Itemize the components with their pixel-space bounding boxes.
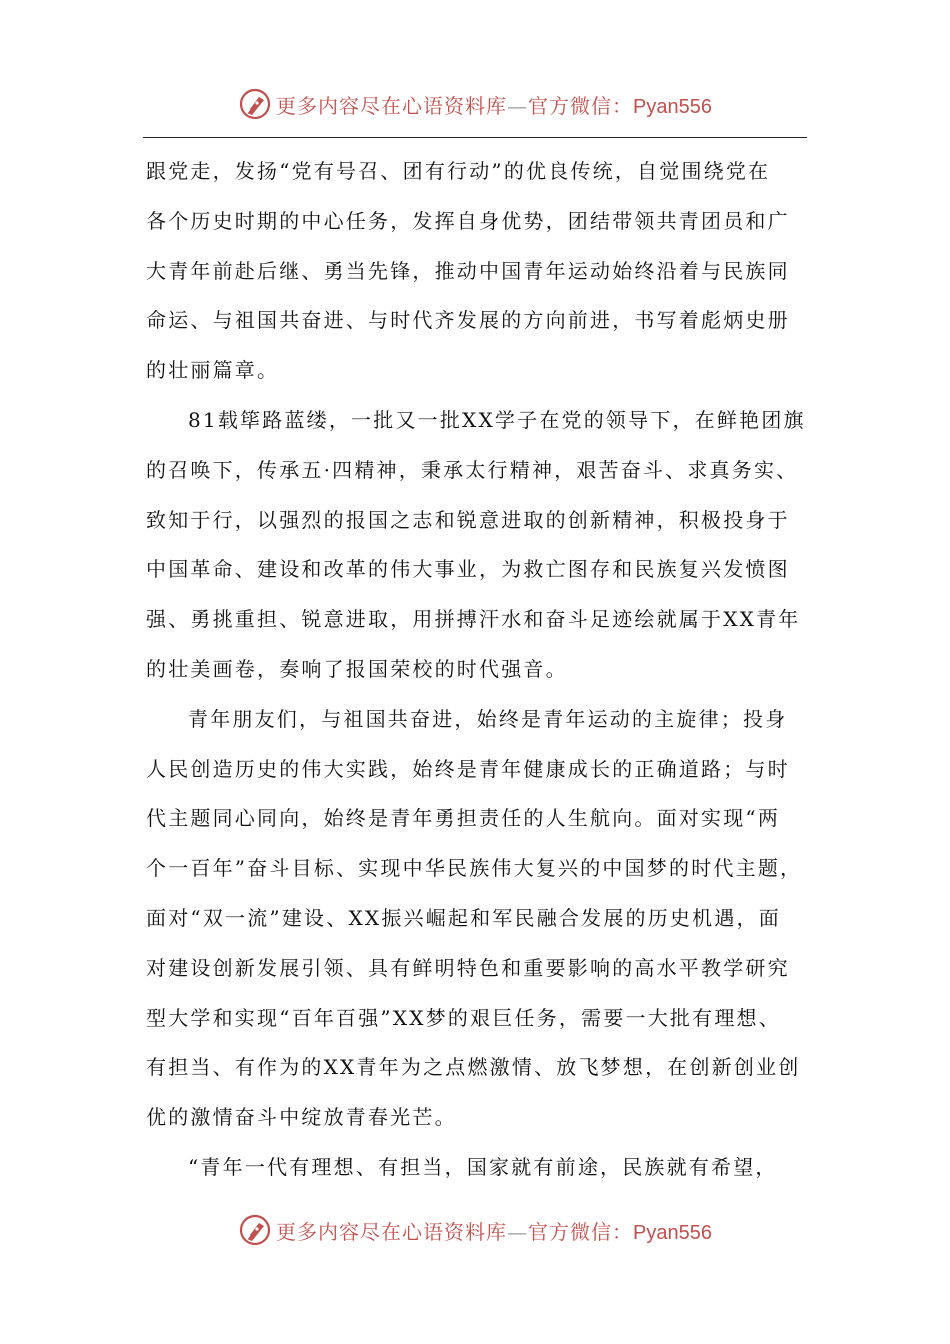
- pen-nib-logo-icon: [238, 1213, 272, 1247]
- text-line: 跟党走，发扬“党有号召、团有行动”的优良传统，自觉围绕党在: [146, 159, 771, 183]
- paragraph-start-line: 青年朋友们，与祖国共奋进，始终是青年运动的主旋律；投身: [188, 706, 788, 731]
- text-line: 各个历史时期的中心任务，发挥自身优势，团结带领共青团员和广: [146, 208, 790, 233]
- text-line: 优的激情奋斗中绽放青春光芒。: [146, 1105, 457, 1130]
- text-line: 的召唤下，传承五·四精神，秉承太行精神，艰苦奋斗、求真务实、: [146, 457, 799, 482]
- text-line: 的壮丽篇章。: [146, 358, 280, 383]
- paragraph-start-line: 81载筚路蓝缕，一批又一批XX学子在党的领导下，在鲜艳团旗: [188, 407, 806, 432]
- paragraph-start-line: “青年一代有理想、有担当，国家就有前途，民族就有希望，: [188, 1154, 778, 1179]
- footer-banner: [0, 1210, 950, 1250]
- header-banner-text: 更多内容尽在心语资料库—官方微信：Pyan556: [276, 93, 712, 118]
- text-line: 代主题同心同向，始终是青年勇担责任的人生航向。面对实现“两: [146, 806, 781, 831]
- text-line: 强、勇挑重担、锐意进取，用拼搏汗水和奋斗足迹绘就属于XX青年: [146, 607, 801, 632]
- text-line: 致知于行，以强烈的报国之志和锐意进取的创新精神，积极投身于: [146, 507, 790, 532]
- footer-banner-text: 更多内容尽在心语资料库—官方微信：Pyan556: [276, 1219, 712, 1244]
- text-line: 中国革命、建设和改革的伟大事业，为救亡图存和民族复兴发愤图: [146, 557, 790, 582]
- wechat-handle: Pyan556: [633, 95, 712, 118]
- wechat-handle: Pyan556: [633, 1221, 712, 1244]
- text-line: 型大学和实现“百年百强”XX梦的艰巨任务，需要一大批有理想、: [146, 1005, 781, 1030]
- text-line: 大青年前赴后继、勇当先锋，推动中国青年运动始终沿着与民族同: [146, 258, 790, 283]
- header-divider: [143, 137, 807, 138]
- text-line: 命运、与祖国共奋进、与时代齐发展的方向前进，书写着彪炳史册: [146, 308, 790, 333]
- text-line: 个一百年”奋斗目标、实现中华民族伟大复兴的中国梦的时代主题，: [146, 856, 803, 881]
- pen-nib-logo-icon: [238, 87, 272, 121]
- text-line: 人民创造历史的伟大实践，始终是青年健康成长的正确道路；与时: [146, 756, 790, 781]
- text-line: 有担当、有作为的XX青年为之点燃激情、放飞梦想，在创新创业创: [146, 1055, 801, 1080]
- document-body: [146, 147, 810, 1193]
- text-line: 对建设创新发展引领、具有鲜明特色和重要影响的高水平教学研究: [146, 955, 790, 980]
- header-banner: [0, 84, 950, 124]
- text-line: 面对“双一流”建设、XX振兴崛起和军民融合发展的历史机遇，面: [146, 905, 781, 930]
- text-line: 的壮美画卷，奏响了报国荣校的时代强音。: [146, 656, 568, 681]
